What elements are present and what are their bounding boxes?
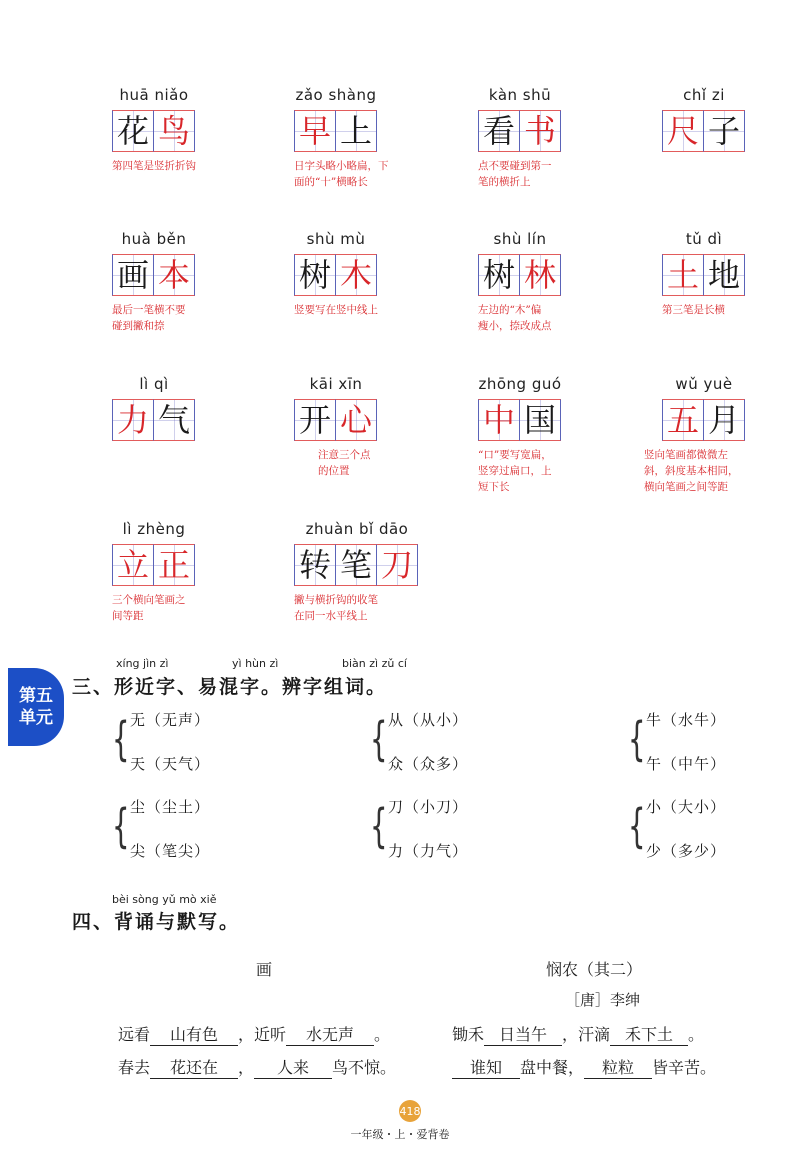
tianzige-boxes: [112, 110, 194, 152]
group-bottom: 尖（笔尖）: [130, 842, 211, 860]
group-bottom: 众（众多）: [388, 755, 469, 773]
character: 立: [116, 546, 149, 584]
character-box: [294, 254, 336, 296]
tianzige-boxes: [112, 254, 194, 296]
tianzige-boxes: [294, 254, 376, 296]
character-box: [519, 399, 561, 441]
group-top: 刀（小刀）: [388, 798, 469, 816]
word-pinyin: tǔ dì: [685, 230, 723, 248]
tianzige-boxes: [294, 399, 376, 441]
character: 刀: [380, 546, 413, 584]
group-bottom: 午（中午）: [646, 755, 727, 773]
character-box: [662, 254, 704, 296]
word-pinyin: lì zhèng: [122, 520, 186, 538]
character: 心: [339, 401, 372, 439]
tianzige-boxes: [294, 110, 376, 152]
tianzige-boxes: [478, 110, 560, 152]
text: 鸟不惊。: [332, 1058, 397, 1077]
brace-icon: {: [628, 712, 646, 766]
text: 。: [374, 1025, 391, 1044]
character: 月: [707, 401, 740, 439]
group-top: 小（大小）: [646, 798, 727, 816]
character-box: [662, 399, 704, 441]
text: 远看: [118, 1025, 151, 1044]
word-card: [112, 375, 196, 495]
text: 。: [688, 1025, 705, 1044]
character-box: [112, 110, 154, 152]
word-card: [112, 86, 196, 206]
text: ，: [238, 1058, 255, 1077]
group-top: 从（从小）: [388, 711, 469, 729]
tianzige-boxes: [662, 254, 744, 296]
character: 开: [298, 401, 331, 439]
character: 地: [707, 256, 740, 294]
section4-title: 四、背诵与默写。: [72, 911, 241, 933]
character-box: [153, 254, 195, 296]
character-box: [519, 110, 561, 152]
group-bottom: 天（天气）: [130, 755, 211, 773]
tianzige-boxes: [294, 544, 417, 586]
word-pinyin: zhōng guó: [478, 375, 562, 393]
text: ，汗滴: [562, 1025, 611, 1044]
tianzige-boxes: [662, 399, 744, 441]
word-pinyin: shù lín: [493, 230, 547, 248]
writing-tip: 第三笔是长横: [662, 304, 725, 316]
writing-tip: 第四笔是竖折折钩: [112, 160, 196, 172]
unit-tab-line1: 第五: [19, 686, 53, 706]
character: 树: [482, 256, 515, 294]
word-card: [662, 86, 746, 206]
character: 气: [157, 401, 190, 439]
footer: 一年级・上・爱背卷: [350, 1128, 450, 1141]
group-top: 无（无声）: [130, 711, 211, 729]
group-top: 尘（尘土）: [130, 798, 211, 816]
poem2-author: ［唐］李绅: [565, 991, 641, 1009]
unit-tab-line2: 单元: [19, 708, 53, 728]
writing-tip: 日字头略小略扁，下 面的“十”横略长: [294, 160, 389, 188]
character-box: [703, 254, 745, 296]
character-box: [376, 544, 418, 586]
word-pinyin: zǎo shàng: [295, 86, 377, 104]
word-card: [294, 230, 378, 350]
text: 盘中餐，: [520, 1058, 585, 1077]
text: 皆辛苦。: [652, 1058, 717, 1077]
text: 春去: [118, 1058, 151, 1077]
character: 树: [298, 256, 331, 294]
word-card: [294, 86, 389, 206]
character: 子: [707, 112, 740, 150]
writing-tip: 左边的“木”偏 瘦小，捺改成点: [478, 304, 552, 332]
writing-tip: 最后一笔横不要 碰到撇和捺: [112, 304, 186, 332]
poem2-title: 悯农（其二）: [546, 960, 643, 979]
brace-icon: {: [370, 799, 388, 853]
writing-tip: 竖向笔画都微微左 斜，斜度基本相同， 横向笔画之间等距: [644, 449, 739, 493]
poem1-line2: [118, 1055, 396, 1079]
word-card: [662, 230, 746, 350]
writing-tip: 竖要写在竖中线上: [294, 304, 378, 316]
word-pinyin: huà běn: [121, 230, 187, 248]
poem1-line1: [118, 1022, 390, 1046]
character: 花: [116, 112, 149, 150]
character-box: [153, 544, 195, 586]
answer-blank[interactable]: 水无声: [286, 1022, 374, 1046]
character: 国: [523, 401, 556, 439]
tianzige-boxes: [478, 254, 560, 296]
section3-title: 三、形近字、易混字。辨字组词。: [72, 676, 388, 698]
word-card: [478, 375, 562, 495]
section3-pinyin-3: biàn zì zǔ cí: [342, 657, 407, 670]
character: 木: [339, 256, 372, 294]
poem2-line1: [452, 1022, 704, 1046]
word-pinyin: zhuàn bǐ dāo: [305, 520, 409, 538]
poem1-title: 画: [256, 960, 273, 979]
word-pinyin: chǐ zi: [683, 86, 725, 104]
character-box: [112, 399, 154, 441]
character-box: [294, 110, 336, 152]
answer-blank[interactable]: 谁知: [452, 1055, 520, 1079]
character-box: [703, 399, 745, 441]
tianzige-boxes: [112, 399, 194, 441]
group-bottom: 力（力气）: [388, 842, 469, 860]
group-top: 牛（水牛）: [646, 711, 727, 729]
character-box: [703, 110, 745, 152]
character-box: [112, 254, 154, 296]
writing-tip: 注意三个点 的位置: [318, 449, 371, 477]
brace-icon: {: [112, 799, 130, 853]
answer-blank[interactable]: 山有色: [150, 1022, 238, 1046]
character-box: [112, 544, 154, 586]
tianzige-boxes: [478, 399, 560, 441]
answer-blank[interactable]: 人来: [254, 1055, 332, 1079]
writing-tip: 三个横向笔画之 间等距: [112, 594, 186, 622]
character-box: [153, 110, 195, 152]
character: 土: [666, 256, 699, 294]
character: 画: [116, 256, 149, 294]
word-pinyin: kàn shū: [488, 86, 552, 104]
word-pinyin: lì qì: [139, 375, 169, 393]
answer-blank[interactable]: 日当午: [484, 1022, 562, 1046]
character: 正: [157, 546, 190, 584]
section3-pinyin-1: xíng jìn zì: [116, 657, 169, 670]
tianzige-boxes: [662, 110, 744, 152]
word-card: [478, 86, 562, 206]
character-box: [519, 254, 561, 296]
tianzige-boxes: [112, 544, 194, 586]
word-pinyin: huā niǎo: [119, 86, 189, 104]
word-card: [478, 230, 562, 350]
character: 尺: [666, 112, 699, 150]
character-box: [335, 399, 377, 441]
brace-icon: {: [112, 712, 130, 766]
character-box: [478, 399, 520, 441]
writing-tip: 撇与横折钩的收笔 在同一水平线上: [294, 594, 378, 622]
character-box: [335, 254, 377, 296]
character-box: [335, 544, 377, 586]
character-box: [294, 544, 336, 586]
writing-tip: 点不要碰到第一 笔的横折上: [478, 160, 552, 188]
word-card: [294, 375, 378, 495]
character-box: [662, 110, 704, 152]
character: 五: [666, 401, 699, 439]
character: 看: [482, 112, 515, 150]
character: 早: [298, 112, 331, 150]
answer-blank[interactable]: 粒粒: [584, 1055, 652, 1079]
character: 中: [482, 401, 515, 439]
character: 本: [157, 256, 190, 294]
character-box: [335, 110, 377, 152]
character-box: [478, 110, 520, 152]
character: 笔: [339, 546, 372, 584]
character-box: [478, 254, 520, 296]
unit-tab: [8, 668, 64, 746]
word-pinyin: kāi xīn: [309, 375, 363, 393]
page-number: 418: [399, 1100, 421, 1122]
word-card: [112, 520, 196, 640]
character: 林: [523, 256, 556, 294]
text: 锄禾: [452, 1025, 485, 1044]
word-card: [112, 230, 196, 350]
answer-blank[interactable]: 禾下土: [610, 1022, 688, 1046]
section4-pinyin: bèi sòng yǔ mò xiě: [112, 893, 217, 906]
word-pinyin: shù mù: [306, 230, 366, 248]
character-box: [153, 399, 195, 441]
text: ，近听: [238, 1025, 287, 1044]
answer-blank[interactable]: 花还在: [150, 1055, 238, 1079]
writing-tip: “口”要写宽扁， 竖穿过扁口，上 短下长: [478, 449, 552, 493]
character-box: [294, 399, 336, 441]
character: 力: [116, 401, 149, 439]
character: 转: [298, 546, 331, 584]
poem2-line2: [452, 1055, 716, 1079]
character: 上: [339, 112, 372, 150]
brace-icon: {: [628, 799, 646, 853]
character: 书: [523, 112, 556, 150]
brace-icon: {: [370, 712, 388, 766]
word-pinyin: wǔ yuè: [675, 375, 733, 393]
word-card: [294, 520, 420, 640]
group-bottom: 少（多少）: [646, 842, 727, 860]
word-card: [644, 375, 746, 495]
character: 鸟: [157, 112, 190, 150]
section3-pinyin-2: yì hùn zì: [232, 657, 279, 670]
